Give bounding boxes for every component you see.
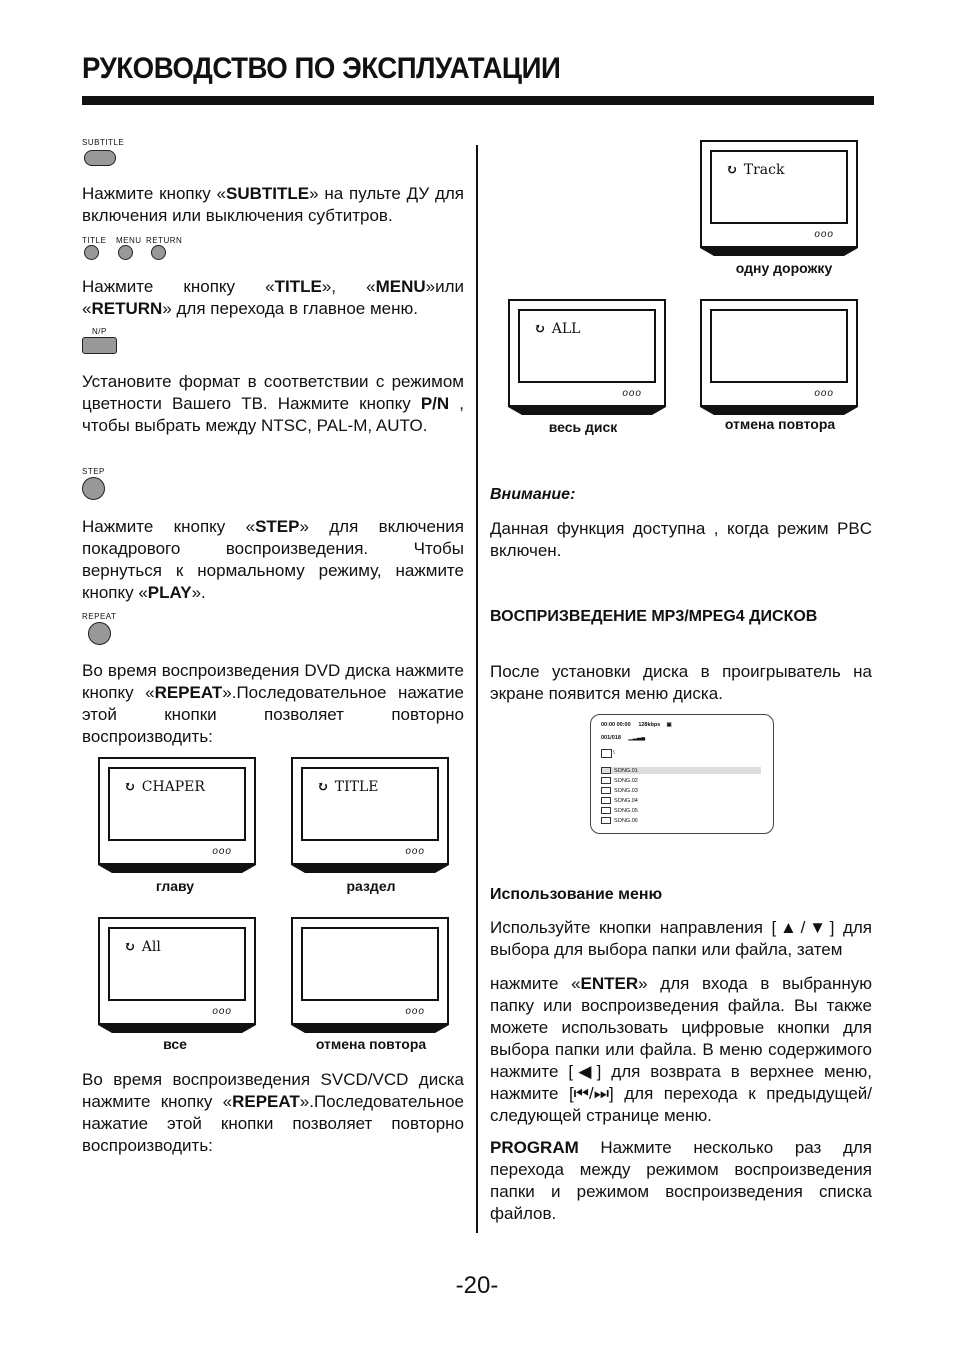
list-item: SONG.01 xyxy=(601,767,761,774)
list-item: SONG.02 xyxy=(601,777,761,784)
repeat-icon: ↻ xyxy=(317,779,329,795)
tv-title-repeat: ↻ TITLE ooo xyxy=(291,757,449,865)
tv-track-repeat: ↻ Track ooo xyxy=(700,140,858,248)
title-button-icon xyxy=(84,245,99,260)
menu-usage-heading: Использование меню xyxy=(490,886,663,903)
repeat-icon: ↻ xyxy=(726,162,738,178)
np-button-icon xyxy=(82,337,117,354)
folder-icon xyxy=(601,749,612,758)
page-title: РУКОВОДСТВО ПО ЭКСПЛУАТАЦИИ xyxy=(82,52,561,85)
caption-chapter: главу xyxy=(155,878,195,894)
repeat-dvd-paragraph: Во время воспроизведения DVD диска нажмите кнопку «REPEAT».Последовательное нажатие этой кнопки позволяет повторно воспроизводить: xyxy=(82,661,464,746)
column-divider xyxy=(476,145,478,1233)
pn-paragraph: Установите формат в соответствии с режимом цветности Вашего ТВ. Нажмите кнопку P/N , чтобы выбрать между NTSC, PAL-M, AUTO. xyxy=(82,372,464,435)
subtitle-button-label: SUBTITLE xyxy=(82,138,125,147)
tv-disc-repeat: ↻ ALL ooo xyxy=(508,299,666,407)
attention-text: Данная функция доступна , когда режим PBC включен. xyxy=(490,519,872,560)
repeat-vcd-paragraph: Во время воспроизведения SVCD/VCD диска нажмите кнопку «REPEAT».Последовательное нажатие этой кнопки позволяет повторно воспроизводить: xyxy=(82,1070,464,1155)
list-item: SONG.03 xyxy=(601,787,761,794)
title-menu-paragraph: Нажмите кнопку «TITLE», «MENU»или «RETURN» для перехода в главное меню. xyxy=(82,277,464,318)
repeat-button-icon xyxy=(88,622,111,645)
page-number: -20- xyxy=(455,1272,499,1299)
repeat-icon: ↻ xyxy=(534,321,546,337)
menu-usage-p1: Используйте кнопки направления [▲/▼] для выбора для выбора папки или файла, затем xyxy=(490,918,872,959)
attention-heading: Внимание: xyxy=(490,486,576,503)
menu-button-icon xyxy=(118,245,133,260)
header-rule xyxy=(82,96,874,105)
subtitle-paragraph: Нажмите кнопку «SUBTITLE» на пульте ДУ для включения или выключения субтитров. xyxy=(82,184,464,225)
return-button-icon xyxy=(151,245,166,260)
caption-title: раздел xyxy=(346,878,396,894)
subtitle-button-icon xyxy=(84,150,116,166)
title-button-label: TITLE xyxy=(82,236,107,245)
step-button-label: STEP xyxy=(82,467,105,476)
mp3-heading: ВОСПРИЗВЕДЕНИЕ MP3/MPEG4 ДИСКОВ xyxy=(490,608,818,625)
step-paragraph: Нажмите кнопку «STEP» для включения покадрового воспроизведения. Чтобы вернуться к нормальному режиму, нажмите кнопку «PLAY». xyxy=(82,517,464,602)
list-item: SONG.05 xyxy=(601,807,761,814)
caption-repeat-off: отмена повтора xyxy=(315,1036,427,1052)
menu-button-label: MENU xyxy=(116,236,142,245)
mp3-paragraph: После установки диска в проигрыватель на экране появится меню диска. xyxy=(490,662,872,703)
tv-repeat-off-2: ooo xyxy=(700,299,858,407)
disc-menu-illustration: 00:00 00:00 128kbps ▣ 001/018 ▁▂▃▄ \ SONG.01 SONG.02 SONG.03 SONG.04 SONG.05 SONG.06 xyxy=(590,714,774,834)
caption-all: все xyxy=(163,1036,187,1052)
caption-track: одну дорожку xyxy=(735,260,833,276)
step-button-icon xyxy=(82,477,105,500)
menu-usage-p2: нажмите «ENTER» для входа в выбранную папку или воспроизведения файла. Вы также можете использовать цифровые кнопки для выбора папки или файла. В меню содержимого нажмите [◀] для возврата в верхнее меню, нажмите [⏮/⏭] для перехода к предыдущей/следующей странице меню. xyxy=(490,974,872,1125)
np-button-label: N/P xyxy=(92,327,107,336)
list-item: SONG.04 xyxy=(601,797,761,804)
program-paragraph: PROGRAM Нажмите несколько раз для перехода между режимом воспроизведения папки и режимом воспроизведения списка файлов. xyxy=(490,1138,872,1223)
repeat-button-label: REPEAT xyxy=(82,612,117,621)
repeat-icon: ↻ xyxy=(124,779,136,795)
tv-repeat-off: ooo xyxy=(291,917,449,1025)
list-item: SONG.06 xyxy=(601,817,761,824)
tv-all-repeat: ↻ All ooo xyxy=(98,917,256,1025)
caption-repeat-off-2: отмена повтора xyxy=(724,416,836,432)
caption-disc: весь диск xyxy=(548,419,618,435)
return-button-label: RETURN xyxy=(146,236,183,245)
repeat-icon: ↻ xyxy=(124,939,136,955)
tv-chapter-repeat: ↻ CHAPER ooo xyxy=(98,757,256,865)
